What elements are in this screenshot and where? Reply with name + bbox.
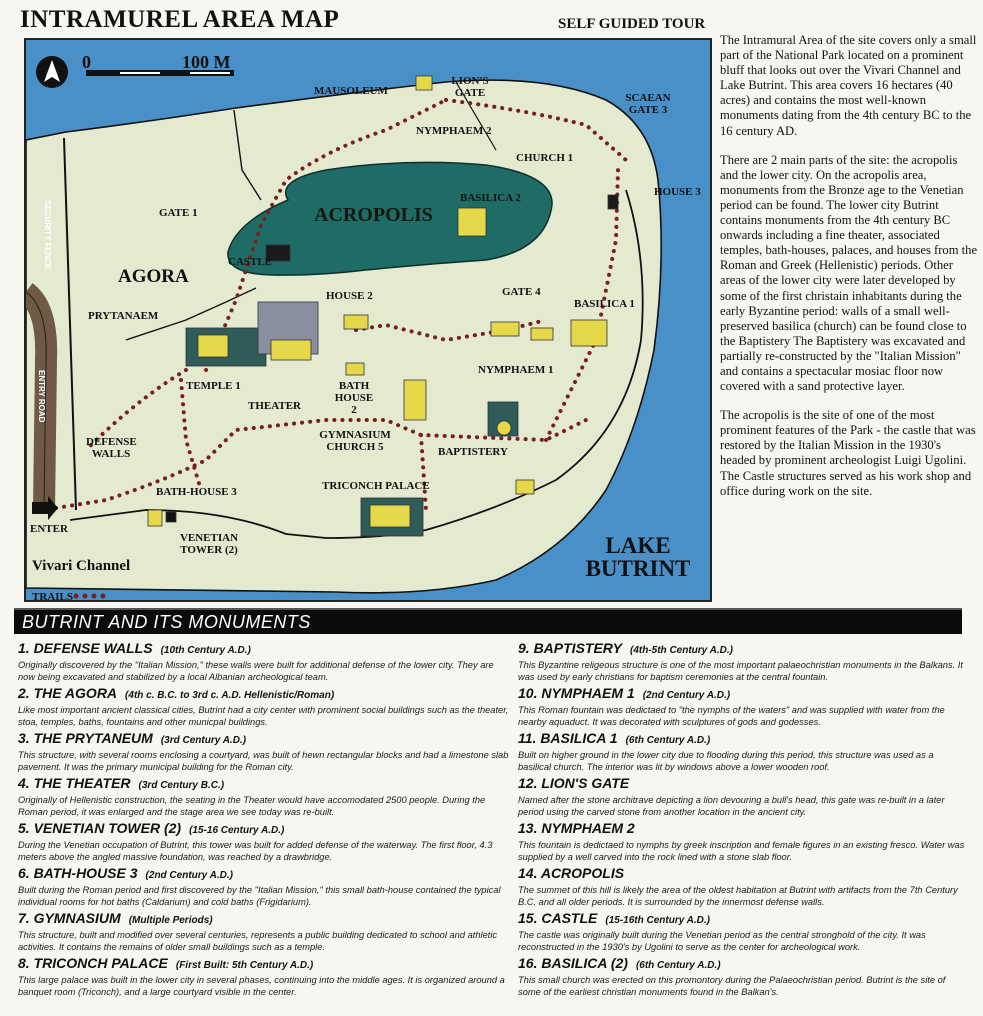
monument-title: 3. THE PRYTANEUM [18,730,153,746]
label-lake-butrint: LAKE BUTRINT [585,533,691,581]
monument-date: (Multiple Periods) [128,915,213,926]
intro-paragraph: The acropolis is the site of one of the most prominent features of the Park - the castle that was restored by the Italian Mission in the 1930's headed by prominent archeologist Luigi Ugolini. The Castle structures served as his work shop and office during work on the site. [720,408,976,498]
tour-subtitle: SELF GUIDED TOUR [558,16,706,32]
monuments-left-column [18,640,510,1000]
monument-title: 5. VENETIAN TOWER (2) [18,820,182,836]
monument-description: This fountain is dedictaed to nymphs by greek inscription and female figures in an existing fresco. Water was supplied by a well carved into the rock lined with a stone slab floor. [518,840,965,862]
monument-date: (4th c. B.C. to 3rd c. A.D. Hellenistic/Roman) [125,690,335,701]
monument-description: This structure, with several rooms enclosing a courtyard, was built of hewn rectangular blocks and had a limestone slab pavement. It was the primary municipal building for the Roman city. [18,750,509,772]
monument-entry [518,910,966,953]
monument-heading [18,685,510,704]
monument-date: (3rd Century A.D.) [160,735,247,746]
label-gymnasium: GYMNASIUM CHURCH 5 [319,429,391,453]
monument-entry [518,865,966,908]
monument-entry [518,685,966,728]
monument-date: (First Built: 5th Century A.D.) [175,960,314,971]
label-baptistery: BAPTISTERY [438,446,508,458]
monument-heading [518,820,966,839]
monument-date: (2nd Century A.D.) [145,870,233,881]
monument-heading [18,730,510,749]
monument-date: (6th Century A.D.) [625,735,711,746]
monument-title: 8. TRICONCH PALACE [18,955,168,971]
label-scaean-gate: SCAEAN GATE 3 [625,92,671,116]
monument-description: Like most important ancient classical cities, Butrint had a city center with prominent social buildings such as the theater, stoa, temples, baths, fountains and other municpal buildings. [18,705,509,727]
monument-description: This small church was erected on this promontory during the Palaeochristian period. Butrint is the site of some of the earliest christian monuments found in the Balkan's. [518,975,946,997]
monument-entry [518,730,966,773]
monument-heading [18,865,510,884]
monument-description: During the Venetian occupation of Butrint, this tower was built for added defense of the waterway. The first floor, 4.3 meters above the angled massive foundation, was reached by a drawbridge. [18,840,493,862]
intro-paragraph: There are 2 main parts of the site: the acropolis and the lower city. On the acropolis area, monuments from the Bronze age to the Venetian period can be found. The lower city Butrint contains monuments from the 4th century BC onwards including a fine theater, associated temples, bath-houses, palaces, and houses from the Roman and Greek (Hellenistic) periods. Other areas of the lower city were later developed by some of the first christain inhabitants during the early Byzantine period: walls of a small well-preserved basilica (church) can be found close to the Baptistery The Baptistery was excavated and partially re-constructed by the "Italian Mission" and contains a spectacular mosiac floor now covered with a sand protective layer. [720,152,978,394]
monument-heading [18,640,510,659]
monument-title: 1. DEFENSE WALLS [18,640,153,656]
monument-entry [18,865,510,908]
monument-description: Originally discovered by the "Italian Mission," these walls were built for additional defense of the lower city. They are now being excavated and stabilized by a local Albanian archeological team. [18,660,494,682]
monument-description: Built on higher ground in the lower city due to flooding during this period, this structure was used as a basilical church. The interior was lit by windows above a lower wooden roof. [518,750,934,772]
monument-description: Named after the stone architrave depicting a lion devouring a bull's head, this gate was re-built in a later period using the carved stone from another location in the ancient city. [518,795,945,817]
label-agora: AGORA [118,266,189,287]
monument-title: 7. GYMNASIUM [18,910,121,926]
monument-entry [18,730,510,773]
monument-title: 2. THE AGORA [18,685,118,701]
label-entry-road: ENTRY ROAD [37,370,46,423]
monument-entry [18,685,510,728]
monument-heading [18,955,510,974]
label-lions-gate: LION'S GATE [451,75,489,99]
label-nymphaem-2: NYMPHAEM 2 [416,125,492,137]
monument-title: 6. BATH-HOUSE 3 [18,865,138,881]
monument-title: 14. ACROPOLIS [518,865,625,881]
monument-title: 15. CASTLE [518,910,598,926]
monument-description: Built during the Roman period and first discovered by the "Italian Mission," this small bath-house contained the typical individual rooms for hot baths (Caldarium) and cold baths (Frigidarium). [18,885,501,907]
monument-date: (4th-5th Century A.D.) [630,645,733,656]
monument-description: This Roman fountain was dedictaed to "the nymphs of the waters" and was supplied with water from the nearby aquaduct. It was decorated with sculptures of gods and godesses. [518,705,945,727]
label-basilica-1: BASILICA 1 [574,298,635,310]
monument-entry [518,775,966,818]
label-temple-1: TEMPLE 1 [186,380,241,392]
monument-entry [518,640,966,683]
map-title: INTRAMUREL AREA MAP [20,6,340,33]
monument-description: This large palace was built in the lower city in several phases, continuing into the middle ages. It is organized around a banquet room (Triconch), and a large courtyard visible in the center. [18,975,505,997]
monument-heading [518,910,966,929]
intro-paragraph: The Intramural Area of the site covers only a small part of the National Park located on a prominent bluff that looks out over the Vivari Channel and Lake Butrint. This area covers 16 hectares (40 acres) and contains the most well-known monuments dating from the 4th century BC to the 16 century AD. [720,33,977,138]
monument-title: 16. BASILICA (2) [518,955,628,971]
monument-title: 9. BAPTISTERY [518,640,622,656]
label-security-fence: SECURITY FENCE [43,200,52,270]
label-gate-4: GATE 4 [502,286,541,298]
scale-start: 0 [82,52,91,72]
label-defense-walls: DEFENSE WALLS [86,436,137,460]
label-basilica-2: BASILICA 2 [460,192,521,204]
monument-heading [518,955,966,974]
monument-heading [18,820,510,839]
monuments-right-column [518,640,966,1000]
monument-entry [518,820,966,863]
monument-description: This Byzantine religeous structure is one of the most important palaeochristian monuments in the Balkans. It was used by early christians for baptism ceremonies at the central fountain. [518,660,963,682]
monument-title: 13. NYMPHAEM 2 [518,820,635,836]
label-venetian-tower: VENETIAN TOWER (2) [179,532,239,556]
monument-entry [18,820,510,863]
label-triconch-palace: TRICONCH PALACE [322,480,430,492]
monument-entry [18,910,510,953]
label-enter: ENTER [30,523,68,535]
monument-heading [518,775,966,794]
label-house-2: HOUSE 2 [326,290,373,302]
monument-heading [518,865,966,884]
monument-description: Originally of Hellenistic construction, the seating in the Theater would have accomodated 2500 people. During the Roman period, it was enlarged and the stage area we see today was re-built. [18,795,486,817]
monument-heading [518,685,966,704]
label-prytanaem: PRYTANAEM [88,310,159,322]
label-bath-house-2: BATH HOUSE 2 [334,380,374,416]
monument-heading [18,775,510,794]
monument-date: (6th Century A.D.) [635,960,721,971]
monument-entry [18,955,510,998]
scale-end: 100 M [182,52,231,72]
monument-heading [518,640,966,659]
monument-description: The castle was originally built during the Venetian period as the central stronghold of the city. It was reconstructed in the 1930's by Ugolini to serve as the center for archeological work. [518,930,926,952]
label-castle: CASTLE [228,256,273,268]
label-house-3: HOUSE 3 [654,186,701,198]
monument-entry [18,775,510,818]
monument-title: 10. NYMPHAEM 1 [518,685,635,701]
monument-date: (10th Century A.D.) [160,645,251,656]
label-mausoleum: MAUSOLEUM [314,85,388,97]
monument-entry [18,640,510,683]
label-acropolis: ACROPOLIS [314,204,433,226]
intro-text [720,33,978,513]
monument-date: (2nd Century A.D.) [642,690,731,701]
monument-heading [518,730,966,749]
label-theater: THEATER [248,400,301,412]
label-gate-1: GATE 1 [159,207,198,219]
section-banner [14,608,962,634]
monument-title: 11. BASILICA 1 [518,730,618,746]
site-map [24,38,712,602]
label-vivari-channel: Vivari Channel [32,558,131,574]
label-nymphaem-1: NYMPHAEM 1 [478,364,554,376]
monument-date: (15-16th Century A.D.) [605,915,711,926]
label-trails-legend: TRAILS [32,591,73,602]
monument-description: The summet of this hill is likely the area of the oldest habitation at Butrint with artifacts from the 7th Century B.C. and all older periods. It is surrounded by the innermost defense walls. [518,885,958,907]
monument-title: 4. THE THEATER [18,775,131,791]
monument-heading [18,910,510,929]
section-title: BUTRINT AND ITS MONUMENTS [22,612,311,632]
monument-description: This structure, built and modified over several centuries, represents a public building dedicated to school and athletic activities. It contains the remains of older small buildings such as a temple. [18,930,498,952]
monument-entry [518,955,966,998]
trails-legend-dots [74,594,106,599]
monument-date: (3rd Century B.C.) [138,780,225,791]
label-church-1: CHURCH 1 [516,152,574,164]
monument-title: 12. LION'S GATE [518,775,630,791]
monument-date: (15-16 Century A.D.) [189,825,285,836]
label-bath-house-3: BATH-HOUSE 3 [156,486,237,498]
